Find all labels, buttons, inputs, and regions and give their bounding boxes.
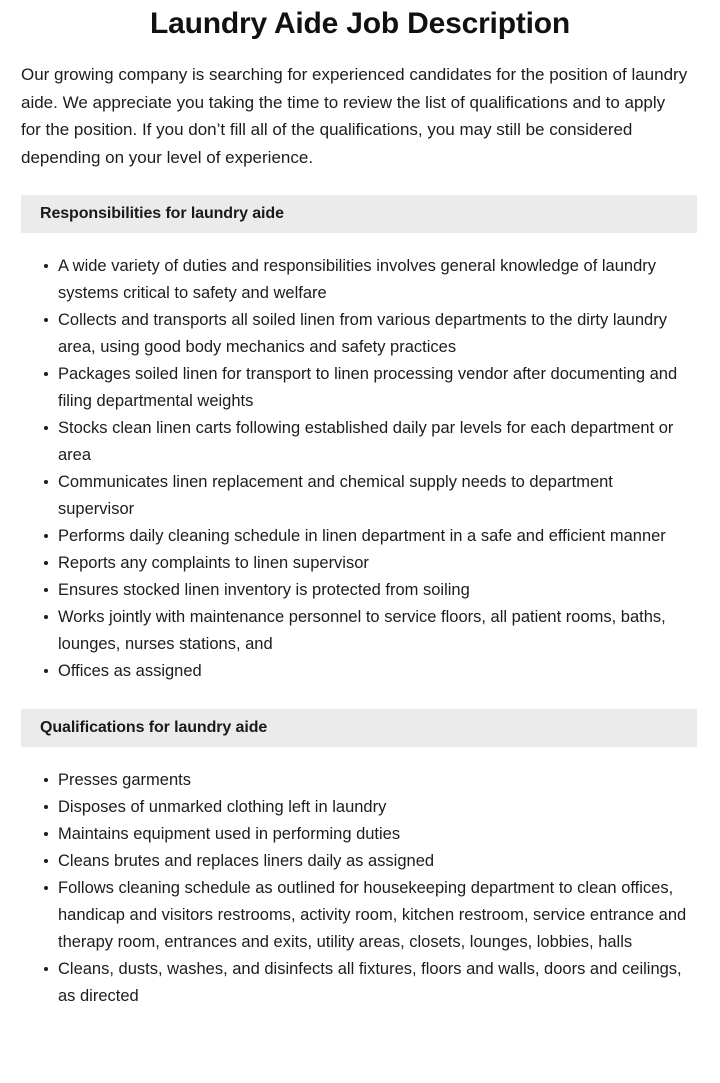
list-item	[0, 767, 720, 794]
list-item	[0, 253, 720, 307]
bullet-icon	[44, 859, 48, 863]
bullet-icon	[44, 264, 48, 268]
bullet-icon	[44, 426, 48, 430]
section-qualifications	[0, 709, 720, 1010]
section-header-qualifications	[21, 709, 697, 747]
list-item	[0, 875, 720, 956]
list-item-text: Stocks clean linen carts following established daily par levels for each department or area	[58, 419, 674, 464]
list-item-text: A wide variety of duties and responsibilities involves general knowledge of laundry systems critical to safety and welfare	[58, 257, 657, 302]
list-item	[0, 956, 720, 1010]
list-item	[0, 794, 720, 821]
intro-paragraph: Our growing company is searching for experienced candidates for the position of laundry aide. We appreciate you taking the time to review the list of qualifications and to apply for the position. If you don’t fill all of the qualifications, you may still be considered depending on your level of experience.	[21, 65, 688, 167]
bullet-icon	[44, 480, 48, 484]
list-item-text: Communicates linen replacement and chemical supply needs to department supervisor	[58, 473, 613, 518]
bullet-icon	[44, 318, 48, 322]
bullet-icon	[44, 832, 48, 836]
bullet-icon	[44, 778, 48, 782]
list-item-text: Packages soiled linen for transport to linen processing vendor after documenting and filing departmental weights	[58, 365, 678, 410]
bullet-icon	[44, 588, 48, 592]
list-item	[0, 848, 720, 875]
list-item-text: Disposes of unmarked clothing left in laundry	[58, 798, 387, 816]
list-item	[0, 307, 720, 361]
list-item-text: Ensures stocked linen inventory is protected from soiling	[58, 581, 470, 599]
list-item	[0, 577, 720, 604]
list-item-text: Works jointly with maintenance personnel to service floors, all patient rooms, baths, lounges, nurses stations, and	[58, 608, 666, 653]
page-title: Laundry Aide Job Description	[149, 7, 570, 40]
section-header-responsibilities	[21, 195, 697, 233]
section-heading-label: Responsibilities for laundry aide	[40, 205, 284, 222]
bottom-spacer	[0, 1010, 720, 1024]
list-item-text: Reports any complaints to linen supervisor	[58, 554, 369, 572]
list-item-text: Presses garments	[58, 771, 191, 789]
list-item-text: Offices as assigned	[58, 662, 202, 680]
list-item	[0, 604, 720, 658]
list-item	[0, 469, 720, 523]
bullet-icon	[44, 534, 48, 538]
bullet-icon	[44, 886, 48, 890]
list-item	[0, 523, 720, 550]
responsibilities-list	[0, 233, 720, 685]
bullet-icon	[44, 805, 48, 809]
list-item	[0, 415, 720, 469]
list-item	[0, 658, 720, 685]
section-responsibilities	[0, 195, 720, 685]
list-item	[0, 821, 720, 848]
bullet-icon	[44, 372, 48, 376]
list-item-text: Maintains equipment used in performing duties	[58, 825, 401, 843]
qualifications-list	[0, 747, 720, 1010]
list-item-text: Collects and transports all soiled linen from various departments to the dirty laundry area, using good body mechanics and safety practices	[58, 311, 667, 356]
list-item-text: Follows cleaning schedule as outlined for housekeeping department to clean offices, handicap and visitors restrooms, activity room, kitchen restroom, service entrance and therapy room, entrances and exits, utility areas, closets, lounges, lobbies, halls	[58, 879, 687, 951]
bullet-icon	[44, 669, 48, 673]
bullet-icon	[44, 615, 48, 619]
list-item-text: Cleans brutes and replaces liners daily as assigned	[58, 852, 435, 870]
list-item	[0, 361, 720, 415]
list-item-text: Performs daily cleaning schedule in linen department in a safe and efficient manner	[58, 527, 666, 545]
bullet-icon	[44, 967, 48, 971]
section-heading-label: Qualifications for laundry aide	[40, 719, 268, 736]
list-item	[0, 550, 720, 577]
bullet-icon	[44, 561, 48, 565]
list-item-text: Cleans, dusts, washes, and disinfects all fixtures, floors and walls, doors and ceilings, as directed	[58, 960, 682, 1005]
